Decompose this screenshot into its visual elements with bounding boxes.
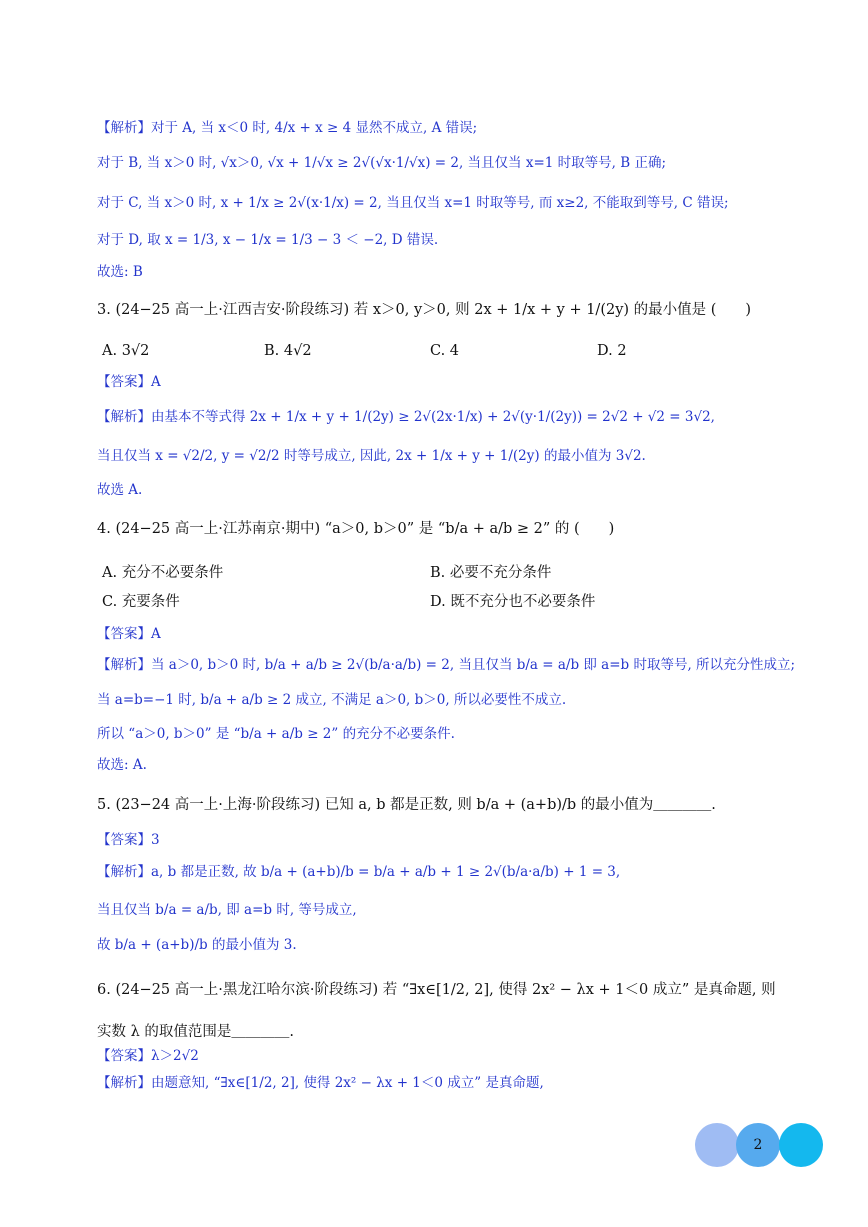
text-line: 【答案】A (97, 374, 161, 390)
text-line: 【解析】a, b 都是正数, 故 b/a + (a+b)/b = b/a + a/b + 1 ≥ 2√(b/a·a/b) + 1 = 3, (97, 864, 621, 880)
text-line: 【答案】A (97, 626, 161, 642)
text-line: 对于 D, 取 x = 1/3, x − 1/x = 1/3 − 3 ＜ −2, D 错误. (97, 232, 439, 248)
page-footer (695, 1123, 825, 1167)
text-line: 故选 A. (97, 482, 143, 498)
text-line: 故选: A. (97, 757, 147, 773)
text-line: 所以 “a＞0, b＞0” 是 “b/a + a/b ≥ 2” 的充分不必要条件. (97, 726, 455, 742)
text-line: 3. (24−25 高一上·江西吉安·阶段练习) 若 x＞0, y＞0, 则 2x + 1/x + y + 1/(2y) 的最小值是 ( ) (97, 302, 752, 318)
text-line: 【解析】由基本不等式得 2x + 1/x + y + 1/(2y) ≥ 2√(2x·1/x) + 2√(y·1/(2y)) = 2√2 + √2 = 3√2, (97, 409, 715, 425)
decor-circle-right (779, 1123, 823, 1167)
q3-option-c: C. 4 (430, 343, 460, 359)
text-line: 【解析】当 a＞0, b＞0 时, b/a + a/b ≥ 2√(b/a·a/b) = 2, 当且仅当 b/a = a/b 即 a=b 时取等号, 所以充分性成立; (97, 657, 796, 673)
text-line: 【解析】对于 A, 当 x＜0 时, 4/x + x ≥ 4 显然不成立, A 错误; (97, 120, 478, 136)
text-line: 【解析】由题意知, “∃x∈[1/2, 2], 使得 2x² − λx + 1＜0 成立” 是真命题, (97, 1075, 544, 1091)
q4-option-b: B. 必要不充分条件 (430, 565, 552, 581)
text-line: 当且仅当 b/a = a/b, 即 a=b 时, 等号成立, (97, 902, 357, 918)
decor-circle-left (695, 1123, 739, 1167)
text-line: 故选: B (97, 264, 143, 280)
text-line: 对于 B, 当 x＞0 时, √x＞0, √x + 1/√x ≥ 2√(√x·1/√x) = 2, 当且仅当 x=1 时取等号, B 正确; (97, 155, 666, 171)
text-line: 当且仅当 x = √2/2, y = √2/2 时等号成立, 因此, 2x + 1/x + y + 1/(2y) 的最小值为 3√2. (97, 448, 646, 464)
text-line: 【答案】3 (97, 832, 160, 848)
q4-option-a: A. 充分不必要条件 (102, 565, 224, 581)
text-line: 故 b/a + (a+b)/b 的最小值为 3. (97, 937, 297, 953)
q4-option-d: D. 既不充分也不必要条件 (430, 594, 596, 610)
text-line: 6. (24−25 高一上·黑龙江哈尔滨·阶段练习) 若 “∃x∈[1/2, 2], 使得 2x² − λx + 1＜0 成立” 是真命题, 则 (97, 982, 776, 998)
text-line: 5. (23−24 高一上·上海·阶段练习) 已知 a, b 都是正数, 则 b/a + (a+b)/b 的最小值为＿＿＿＿. (97, 797, 716, 813)
q3-options (97, 343, 797, 365)
text-line: 4. (24−25 高一上·江苏南京·期中) “a＞0, b＞0” 是 “b/a + a/b ≥ 2” 的 ( ) (97, 521, 615, 537)
q3-option-d: D. 2 (597, 343, 627, 359)
page-number: 2 (753, 1137, 763, 1153)
q4-option-c: C. 充要条件 (102, 594, 180, 610)
text-line: 对于 C, 当 x＞0 时, x + 1/x ≥ 2√(x·1/x) = 2, 当且仅当 x=1 时取等号, 而 x≥2, 不能取到等号, C 错误; (97, 195, 729, 211)
text-line: 当 a=b=−1 时, b/a + a/b ≥ 2 成立, 不满足 a＞0, b＞0, 所以必要性不成立. (97, 692, 567, 708)
q3-option-a: A. 3√2 (102, 343, 150, 359)
q3-option-b: B. 4√2 (264, 343, 312, 359)
q4-options (97, 561, 797, 611)
text-line: 【答案】λ＞2√2 (97, 1048, 199, 1064)
text-line: 实数 λ 的取值范围是＿＿＿＿. (97, 1024, 295, 1040)
